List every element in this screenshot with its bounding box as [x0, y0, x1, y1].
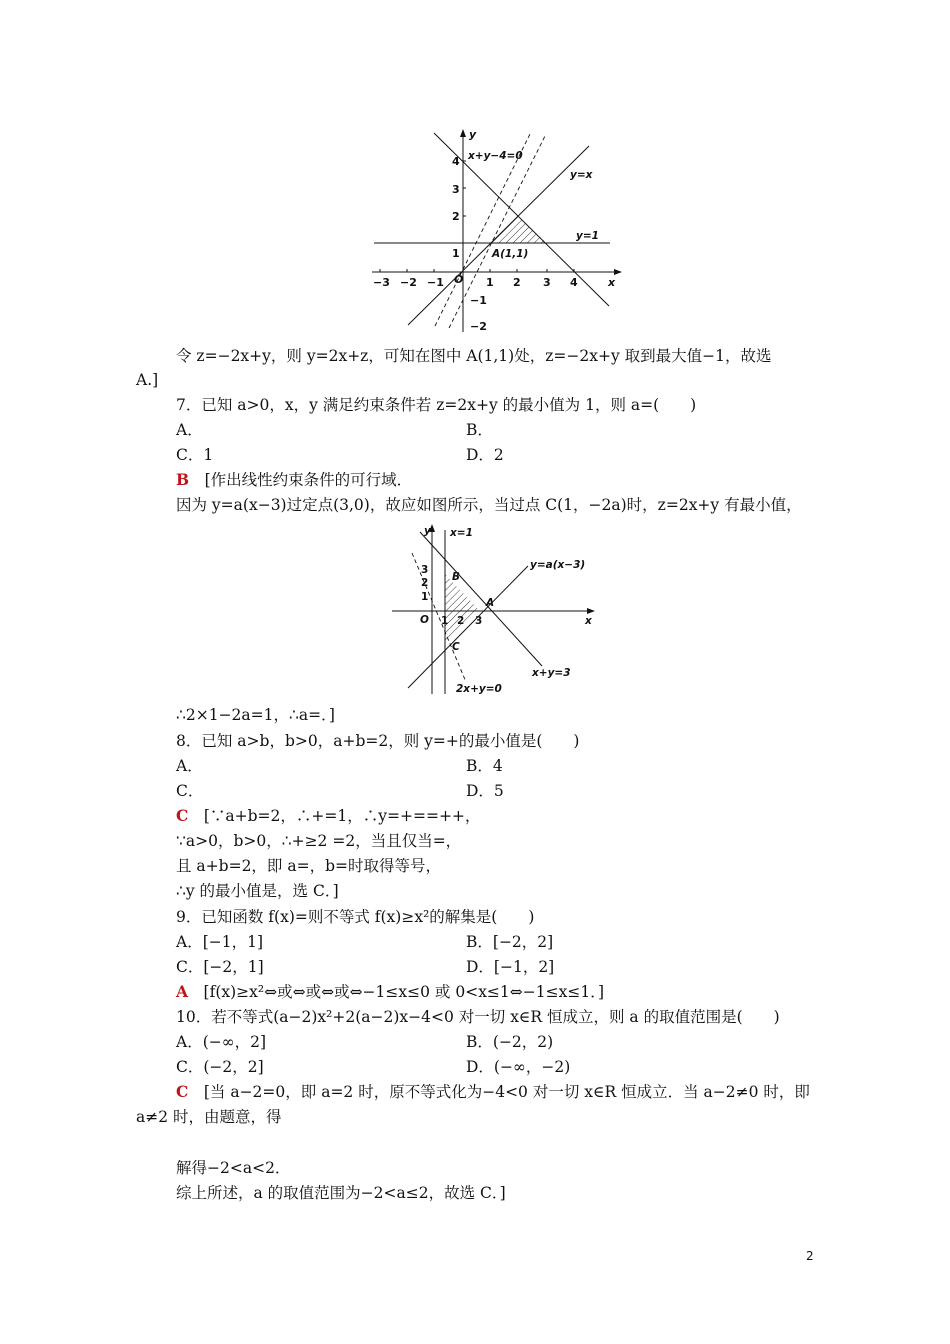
- option-a: A．: [176, 421, 203, 439]
- x-tick-label: −2: [400, 276, 417, 289]
- page-number: 2: [806, 1249, 814, 1263]
- origin-label: O: [454, 273, 464, 286]
- x-tick-label: −3: [373, 276, 390, 289]
- y-tick-label: −2: [470, 320, 487, 333]
- point-b-label: B: [452, 571, 461, 583]
- answer-line: [176, 806, 480, 826]
- line-x-plus-y-label: x+y=3: [532, 667, 571, 679]
- option-a: A．: [176, 757, 203, 775]
- option-c: C．: [176, 782, 204, 800]
- y-tick-label: 2: [452, 210, 460, 223]
- option-d: D．(−∞，−2): [466, 1058, 571, 1076]
- option-a: A．(−∞，2]: [176, 1033, 267, 1051]
- answer-text: [作出线性约束条件的可行域．: [204, 471, 413, 489]
- answer-letter: C: [176, 806, 189, 825]
- shaded-region: [445, 574, 483, 642]
- option-b: B．(−2，2): [466, 1033, 554, 1051]
- line-x-plus-y-equals-3: [420, 532, 542, 666]
- line-y-equals-x: [408, 146, 589, 325]
- text-line: ∵a>0，b>0，∴+≥2 =2，当且仅当=，: [176, 832, 462, 850]
- option-c: C．1: [176, 446, 214, 464]
- x-tick-label: 4: [570, 276, 578, 289]
- answer-text: [当 a−2=0，即 a=2 时，原不等式化为−4<0 对一切 x∈R 恒成立．当 a−2≠0 时，即: [203, 1083, 810, 1101]
- y-tick-label: 3: [421, 564, 429, 576]
- text-line: ∴2×1−2a=1，∴a=．]: [176, 706, 335, 724]
- shaded-region: [490, 216, 547, 243]
- option-d: D．2: [466, 446, 504, 464]
- x-axis-arrow: [614, 269, 622, 275]
- point-a-label: A(1,1): [492, 248, 529, 260]
- y-axis-arrow: [460, 129, 466, 137]
- y-axis-label: y: [424, 525, 431, 537]
- y-tick-label: 3: [452, 183, 460, 196]
- x-axis-label: x: [585, 615, 592, 627]
- y-tick-label: 1: [421, 591, 429, 603]
- text-line: 因为 y=a(x−3)过定点(3,0)，故应如图所示，当过点 C(1，−2a)时，z=2x+y 有最小值，: [176, 496, 802, 514]
- text-line: A.]: [136, 371, 159, 389]
- x-tick-label: 1: [441, 615, 449, 627]
- x-axis-arrow: [587, 608, 595, 614]
- figure-feasible-region-2: [388, 520, 600, 698]
- line-y-equals-x-label: y=x: [570, 169, 593, 181]
- text-line: 且 a+b=2，即 a=，b=时取得等号，: [176, 857, 441, 875]
- answer-line: [176, 1082, 810, 1102]
- y-tick-label: −1: [470, 294, 487, 307]
- text-line: 令 z=−2x+y，则 y=2x+z，可知在图中 A(1,1)处，z=−2x+y 取到最大值−1，故选: [176, 347, 772, 365]
- x-tick-label: 1: [486, 276, 494, 289]
- option-b: B．[−2，2]: [466, 933, 554, 951]
- x-axis-label: x: [608, 276, 616, 289]
- text-line: a≠2 时，由题意，得: [136, 1108, 282, 1126]
- question-9: 9．已知函数 f(x)=则不等式 f(x)≥x²的解集是( ): [176, 908, 535, 926]
- answer-text: [∵a+b=2，∴+=1，∴y=+==++，: [203, 807, 481, 825]
- origin-label: O: [420, 614, 429, 626]
- option-d: D．5: [466, 782, 504, 800]
- option-b: B．: [466, 421, 493, 439]
- y-axis-label: y: [469, 128, 477, 141]
- option-b: B．4: [466, 757, 503, 775]
- question-7: 7．已知 a>0，x，y 满足约束条件若 z=2x+y 的最小值为 1，则 a=( ): [176, 396, 697, 414]
- point-c-label: C: [452, 641, 460, 653]
- text-line: ∴y 的最小值是，选 C．]: [176, 882, 339, 900]
- option-c: C．[−2，1]: [176, 958, 264, 976]
- line-y-equals-a-label: y=a(x−3): [530, 559, 586, 571]
- answer-letter: B: [176, 470, 190, 489]
- x-tick-label: 2: [513, 276, 521, 289]
- text-line: 解得−2<a<2．: [176, 1159, 291, 1177]
- x-tick-label: 3: [475, 615, 483, 627]
- x-tick-label: 2: [457, 615, 465, 627]
- line-y-equals-1-label: y=1: [576, 230, 599, 242]
- question-8: 8．已知 a>b，b>0，a+b=2，则 y=+的最小值是( ): [176, 732, 580, 750]
- y-tick-label: 4: [452, 155, 460, 168]
- y-tick-label: 2: [421, 577, 429, 589]
- text-line: 综上所述，a 的取值范围为−2<a≤2，故选 C．]: [176, 1184, 506, 1202]
- option-c: C．(−2，2]: [176, 1058, 264, 1076]
- answer-line: [176, 470, 412, 490]
- answer-letter: C: [176, 1082, 189, 1101]
- y-tick-label: 1: [452, 247, 460, 260]
- point-a-label: A: [486, 597, 495, 609]
- x-tick-label: −1: [427, 276, 444, 289]
- option-d: D．[−1，2]: [466, 958, 555, 976]
- question-10: 10．若不等式(a−2)x²+2(a−2)x−4<0 对一切 x∈R 恒成立，则 a 的取值范围是( ): [176, 1008, 780, 1026]
- boundary-line-label: x+y−4=0: [468, 150, 523, 162]
- x-tick-label: 3: [543, 276, 551, 289]
- answer-letter: A: [176, 982, 189, 1001]
- line-x-equals-1-label: x=1: [450, 527, 473, 539]
- answer-line: [176, 982, 604, 1002]
- figure-feasible-region-1: [368, 126, 630, 338]
- option-a: A．[−1，1]: [176, 933, 263, 951]
- dashed-line-label: 2x+y=0: [456, 683, 502, 695]
- answer-text: [f(x)≥x²⇔或⇔或⇔或⇔−1≤x≤0 或 0<x≤1⇔−1≤x≤1．]: [203, 983, 604, 1001]
